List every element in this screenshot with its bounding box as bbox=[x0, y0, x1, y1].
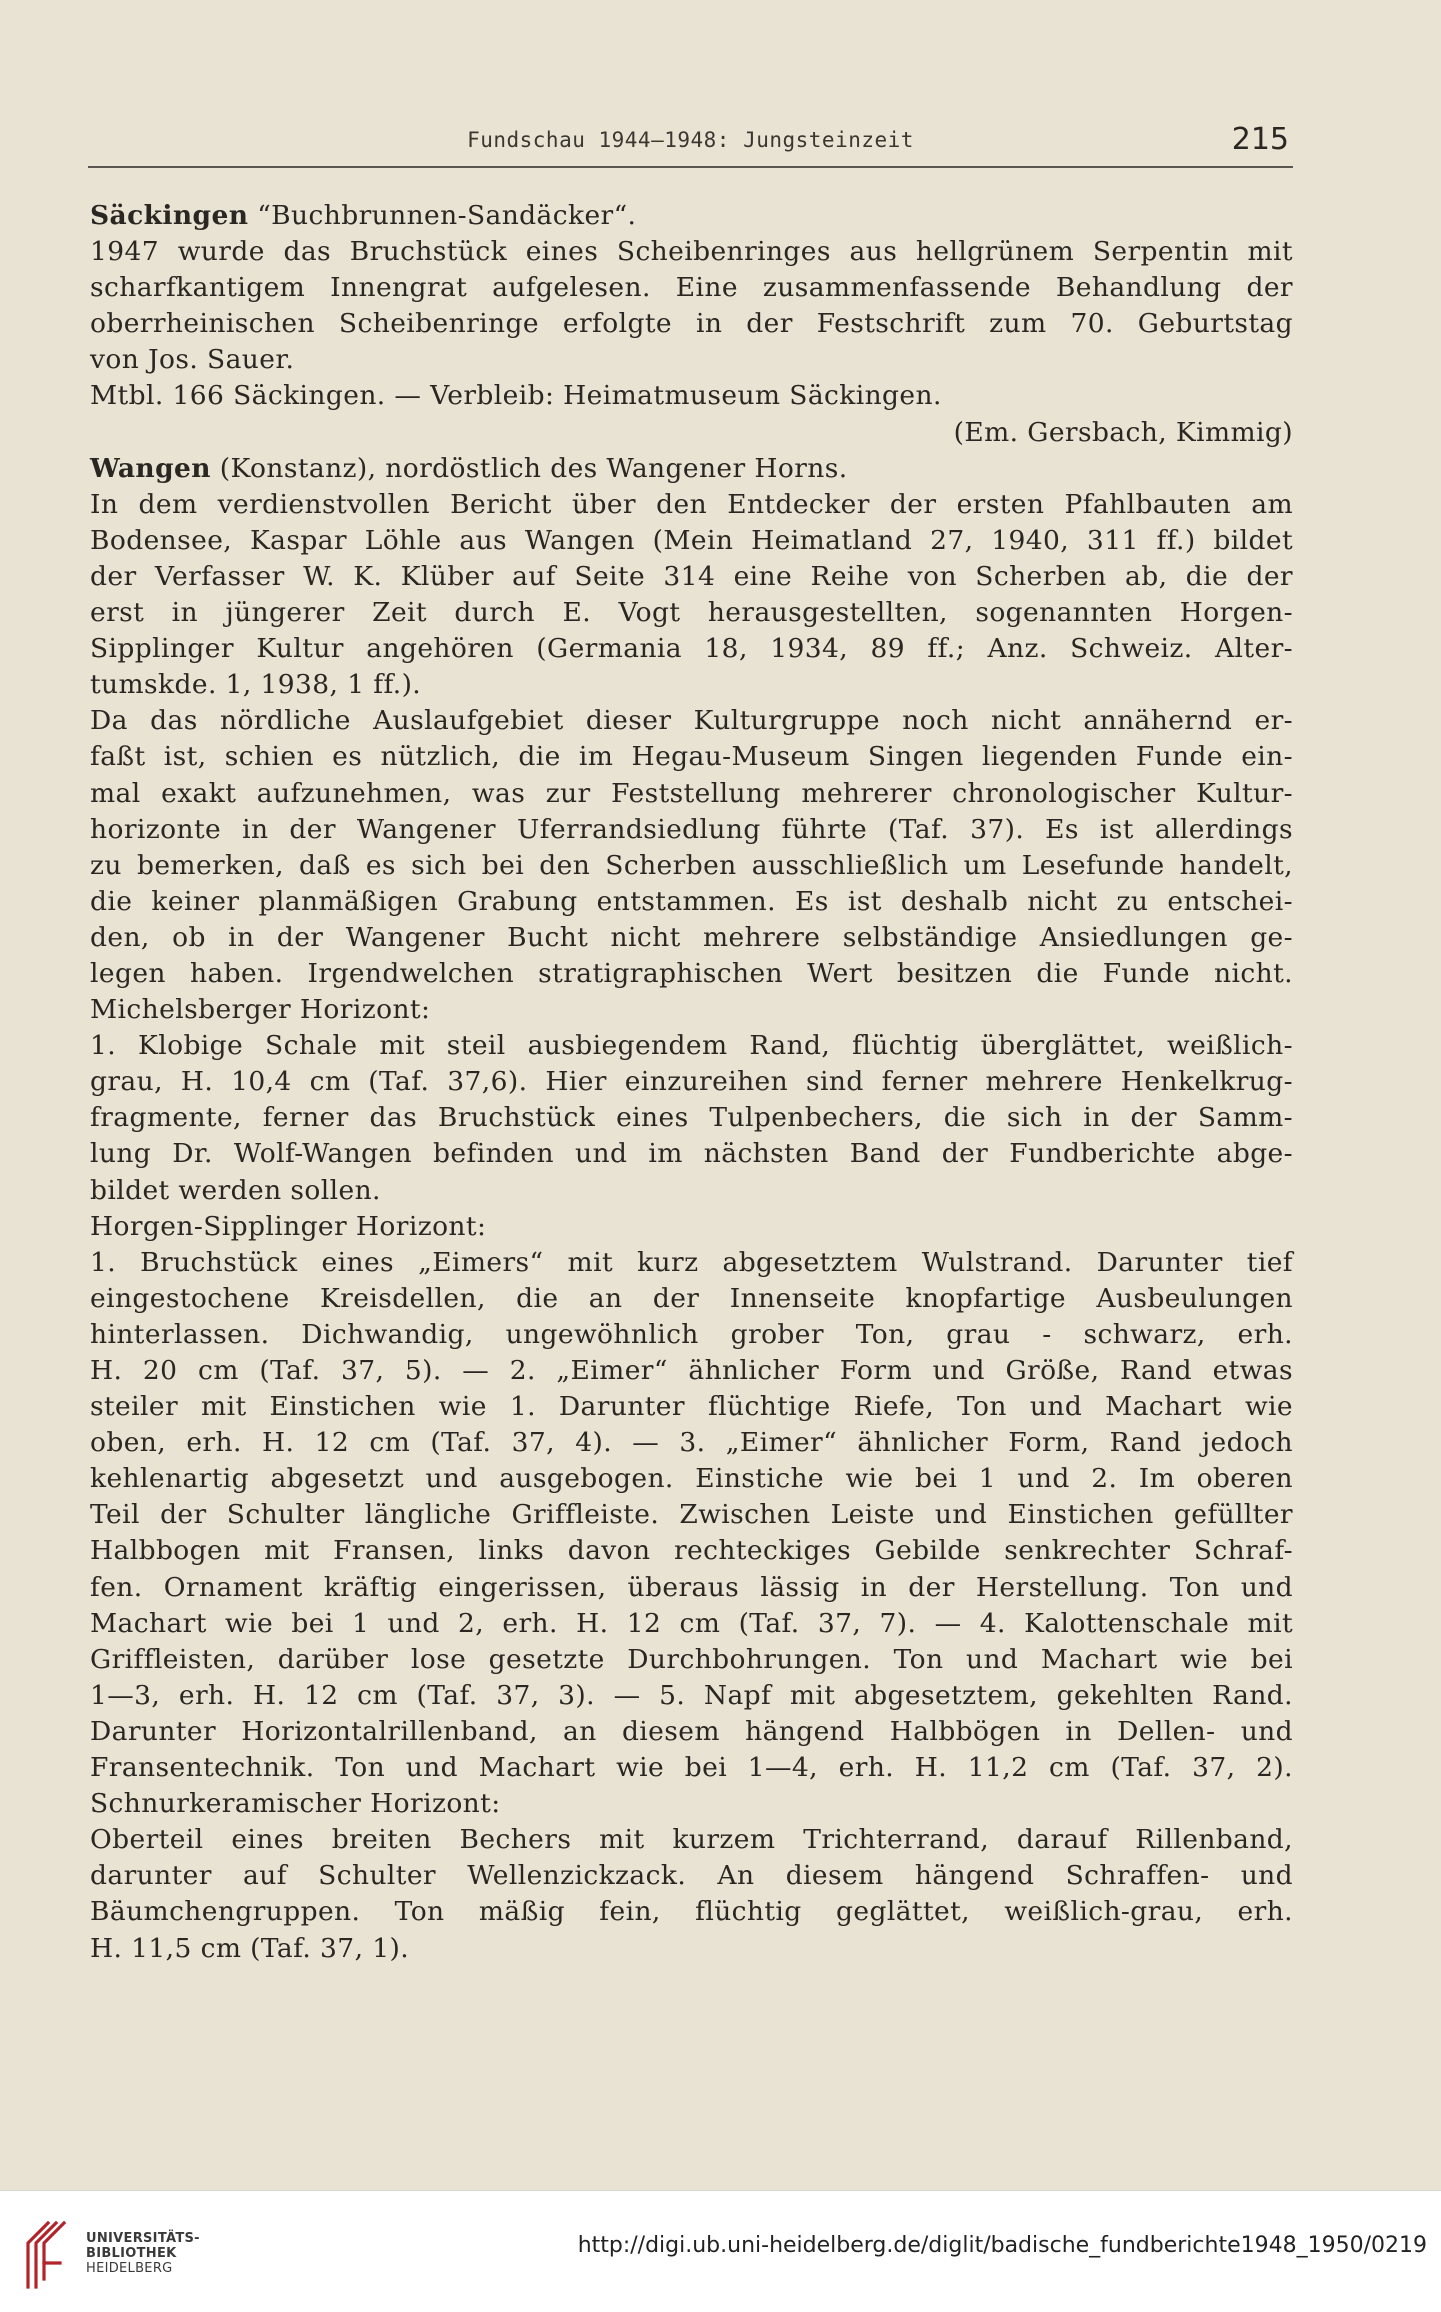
text-line bbox=[90, 378, 1293, 414]
text-line bbox=[90, 306, 1293, 342]
running-head bbox=[88, 122, 1293, 168]
line-text: mal exakt aufzunehmen, was zur Feststellung mehrerer chronologischer Kultur- bbox=[90, 777, 1293, 809]
text-line bbox=[90, 234, 1293, 270]
text-line bbox=[90, 1570, 1293, 1606]
line-text: (Em. Gersbach, Kimmig) bbox=[953, 416, 1293, 448]
running-title: Fundschau 1944—1948: Jungsteinzeit bbox=[467, 128, 914, 152]
line-text: fen. Ornament kräftig eingerissen, überaus lässig in der Herstellung. Ton und bbox=[90, 1571, 1293, 1603]
line-text: Darunter Horizontalrillenband, an diesem hängend Halbbögen in Dellen- und bbox=[90, 1715, 1293, 1747]
text-line bbox=[90, 1317, 1293, 1353]
text-line bbox=[90, 1931, 1293, 1967]
line-text: faßt ist, schien es nützlich, die im Hegau-Museum Singen liegenden Funde ein- bbox=[90, 741, 1293, 773]
line-text: grau, H. 10,4 cm (Taf. 37,6). Hier einzureihen sind ferner mehrere Henkelkrug- bbox=[90, 1066, 1293, 1098]
text-line bbox=[90, 992, 1293, 1028]
line-text: “Buchbrunnen-Sandäcker“. bbox=[248, 200, 637, 231]
line-text: fragmente, ferner das Bruchstück eines Tulpenbechers, die sich in der Samm- bbox=[90, 1102, 1293, 1134]
library-name-line: UNIVERSITÄTS- bbox=[86, 2231, 200, 2246]
text-line bbox=[90, 1497, 1293, 1533]
line-text: horizonte in der Wangener Uferrandsiedlung führte (Taf. 37). Es ist allerdings bbox=[90, 813, 1293, 845]
line-text: Griffleisten, darüber lose gesetzte Durchbohrungen. Ton und Machart wie bei bbox=[90, 1643, 1293, 1675]
line-text: Oberteil eines breiten Bechers mit kurzem Trichterrand, darauf Rillenband, bbox=[90, 1824, 1293, 1856]
line-text: tumskde. 1, 1938, 1 ff.). bbox=[90, 669, 422, 701]
line-text: steiler mit Einstichen wie 1. Darunter flüchtige Riefe, Ton und Machart wie bbox=[90, 1391, 1293, 1423]
line-text: erst in jüngerer Zeit durch E. Vogt herausgestellten, sogenannten Horgen- bbox=[90, 597, 1293, 629]
text-line bbox=[90, 667, 1293, 703]
text-line bbox=[90, 1606, 1293, 1642]
text-line bbox=[90, 1786, 1293, 1822]
line-text: bildet werden sollen. bbox=[90, 1174, 381, 1206]
line-text: Halbbogen mit Fransen, links davon rechteckiges Gebilde senkrechter Schraf- bbox=[90, 1535, 1293, 1567]
text-line bbox=[90, 1750, 1293, 1786]
line-text: H. 20 cm (Taf. 37, 5). — 2. „Eimer“ ähnlicher Form und Größe, Rand etwas bbox=[90, 1355, 1293, 1386]
text-line bbox=[90, 739, 1293, 775]
line-text: Da das nördliche Auslaufgebiet dieser Kulturgruppe noch nicht annähernd er- bbox=[90, 705, 1293, 737]
line-text: lung Dr. Wolf-Wangen befinden und im nächsten Band der Fundberichte abge- bbox=[90, 1138, 1293, 1170]
text-line bbox=[90, 920, 1293, 956]
text-line bbox=[90, 415, 1293, 451]
entry-heading: Wangen bbox=[90, 452, 211, 484]
line-text: oben, erh. H. 12 cm (Taf. 37, 4). — 3. „Eimer“ ähnlicher Form, Rand jedoch bbox=[90, 1427, 1293, 1459]
text-line bbox=[90, 198, 1293, 234]
text-line bbox=[90, 884, 1293, 920]
permalink-url[interactable]: http://digi.ub.uni-heidelberg.de/diglit/badische_fundberichte1948_1950/0219 bbox=[577, 2233, 1427, 2258]
line-text: 1—3, erh. H. 12 cm (Taf. 37, 3). — 5. Napf mit abgesetztem, gekehlten Rand. bbox=[90, 1679, 1293, 1711]
text-line bbox=[90, 631, 1293, 667]
text-line bbox=[90, 1678, 1293, 1714]
text-line bbox=[90, 1245, 1293, 1281]
line-text: 1. Bruchstück eines „Eimers“ mit kurz abgesetztem Wulstrand. Darunter tief bbox=[90, 1246, 1293, 1278]
line-text: 1. Klobige Schale mit steil ausbiegendem Rand, flüchtig überglättet, weißlich- bbox=[90, 1030, 1293, 1062]
library-name-line: BIBLIOTHEK bbox=[86, 2246, 177, 2261]
line-text: der Verfasser W. K. Klüber auf Seite 314 eine Reihe von Scherben ab, die der bbox=[90, 560, 1293, 592]
line-text: den, ob in der Wangener Bucht nicht mehrere selbständige Ansiedlungen ge- bbox=[90, 921, 1293, 953]
line-text: Schnurkeramischer Horizont: bbox=[90, 1788, 501, 1820]
text-line bbox=[90, 1209, 1293, 1245]
text-line bbox=[90, 1028, 1293, 1064]
line-text: scharfkantigem Innengrat aufgelesen. Eine zusammenfassende Behandlung der bbox=[90, 272, 1293, 304]
line-text: Bäumchengruppen. Ton mäßig fein, flüchtig geglättet, weißlich-grau, erh. bbox=[90, 1896, 1293, 1928]
line-text: (Konstanz), nordöstlich des Wangener Horns. bbox=[210, 452, 848, 484]
text-line bbox=[90, 1100, 1293, 1136]
text-line bbox=[90, 451, 1293, 487]
line-text: Fransentechnik. Ton und Machart wie bei 1—4, erh. H. 11,2 cm (Taf. 37, 2). bbox=[90, 1752, 1293, 1784]
line-text: Teil der Schulter längliche Griffleiste. Zwischen Leiste und Einstichen gefüllter bbox=[90, 1499, 1293, 1531]
text-line bbox=[90, 1425, 1293, 1461]
text-line bbox=[90, 1461, 1293, 1497]
text-line bbox=[90, 1173, 1293, 1209]
text-line bbox=[90, 523, 1293, 559]
text-line bbox=[90, 1389, 1293, 1425]
line-text: Mtbl. 166 Säckingen. — Verbleib: Heimatmuseum Säckingen. bbox=[90, 380, 942, 412]
text-line bbox=[90, 956, 1293, 992]
line-text: eingestochene Kreisdellen, die an der Innenseite knopfartige Ausbeulungen bbox=[90, 1282, 1293, 1314]
line-text: Sipplinger Kultur angehören (Germania 18, 1934, 89 ff.; Anz. Schweiz. Alter- bbox=[90, 633, 1293, 665]
line-text: von Jos. Sauer. bbox=[90, 344, 295, 376]
text-line bbox=[90, 270, 1293, 306]
page-number: 215 bbox=[1231, 122, 1289, 157]
text-line bbox=[90, 1822, 1293, 1858]
line-text: zu bemerken, daß es sich bei den Scherben ausschließlich um Lesefunde handelt, bbox=[90, 849, 1293, 881]
text-line bbox=[90, 703, 1293, 739]
library-name[interactable] bbox=[86, 2231, 200, 2276]
line-text: Horgen-Sipplinger Horizont: bbox=[90, 1210, 487, 1242]
line-text: oberrheinischen Scheibenringe erfolgte in der Festschrift zum 70. Geburtstag bbox=[90, 308, 1293, 340]
footer-bar bbox=[0, 2190, 1441, 2312]
text-line bbox=[90, 1353, 1293, 1389]
text-line bbox=[90, 559, 1293, 595]
line-text: Bodensee, Kaspar Löhle aus Wangen (Mein Heimatland 27, 1940, 311 ff.) bildet bbox=[90, 524, 1293, 556]
text-line bbox=[90, 1642, 1293, 1678]
line-text: 1947 wurde das Bruchstück eines Scheibenringes aus hellgrünem Serpentin mit bbox=[90, 236, 1293, 268]
line-text: H. 11,5 cm (Taf. 37, 1). bbox=[90, 1932, 410, 1964]
text-line bbox=[90, 342, 1293, 378]
line-text: legen haben. Irgendwelchen stratigraphischen Wert besitzen die Funde nicht. bbox=[90, 957, 1293, 989]
text-line bbox=[90, 776, 1293, 812]
line-text: Michelsberger Horizont: bbox=[90, 994, 431, 1026]
line-text: In dem verdienstvollen Bericht über den Entdecker der ersten Pfahlbauten am bbox=[90, 488, 1293, 520]
entry-heading: Säckingen bbox=[90, 200, 249, 231]
body-text bbox=[90, 198, 1293, 1967]
text-line bbox=[90, 1064, 1293, 1100]
line-text: die keiner planmäßigen Grabung entstammen. Es ist deshalb nicht zu entschei- bbox=[90, 885, 1293, 917]
line-text: kehlenartig abgesetzt und ausgebogen. Einstiche wie bei 1 und 2. Im oberen bbox=[90, 1463, 1293, 1495]
text-line bbox=[90, 595, 1293, 631]
text-line bbox=[90, 1894, 1293, 1930]
line-text: hinterlassen. Dichwandig, ungewöhnlich grober Ton, grau - schwarz, erh. bbox=[90, 1318, 1293, 1350]
text-line bbox=[90, 1714, 1293, 1750]
text-line bbox=[90, 487, 1293, 523]
text-line bbox=[90, 1533, 1293, 1569]
line-text: darunter auf Schulter Wellenzickzack. An diesem hängend Schraffen- und bbox=[90, 1860, 1293, 1892]
text-line bbox=[90, 1858, 1293, 1894]
library-name-line: HEIDELBERG bbox=[86, 2261, 173, 2276]
library-logo-icon[interactable] bbox=[18, 2217, 76, 2293]
line-text: Machart wie bei 1 und 2, erh. H. 12 cm (Taf. 37, 7). — 4. Kalottenschale mit bbox=[90, 1607, 1293, 1639]
text-line bbox=[90, 848, 1293, 884]
text-line bbox=[90, 812, 1293, 848]
text-line bbox=[90, 1281, 1293, 1317]
text-line bbox=[90, 1136, 1293, 1172]
